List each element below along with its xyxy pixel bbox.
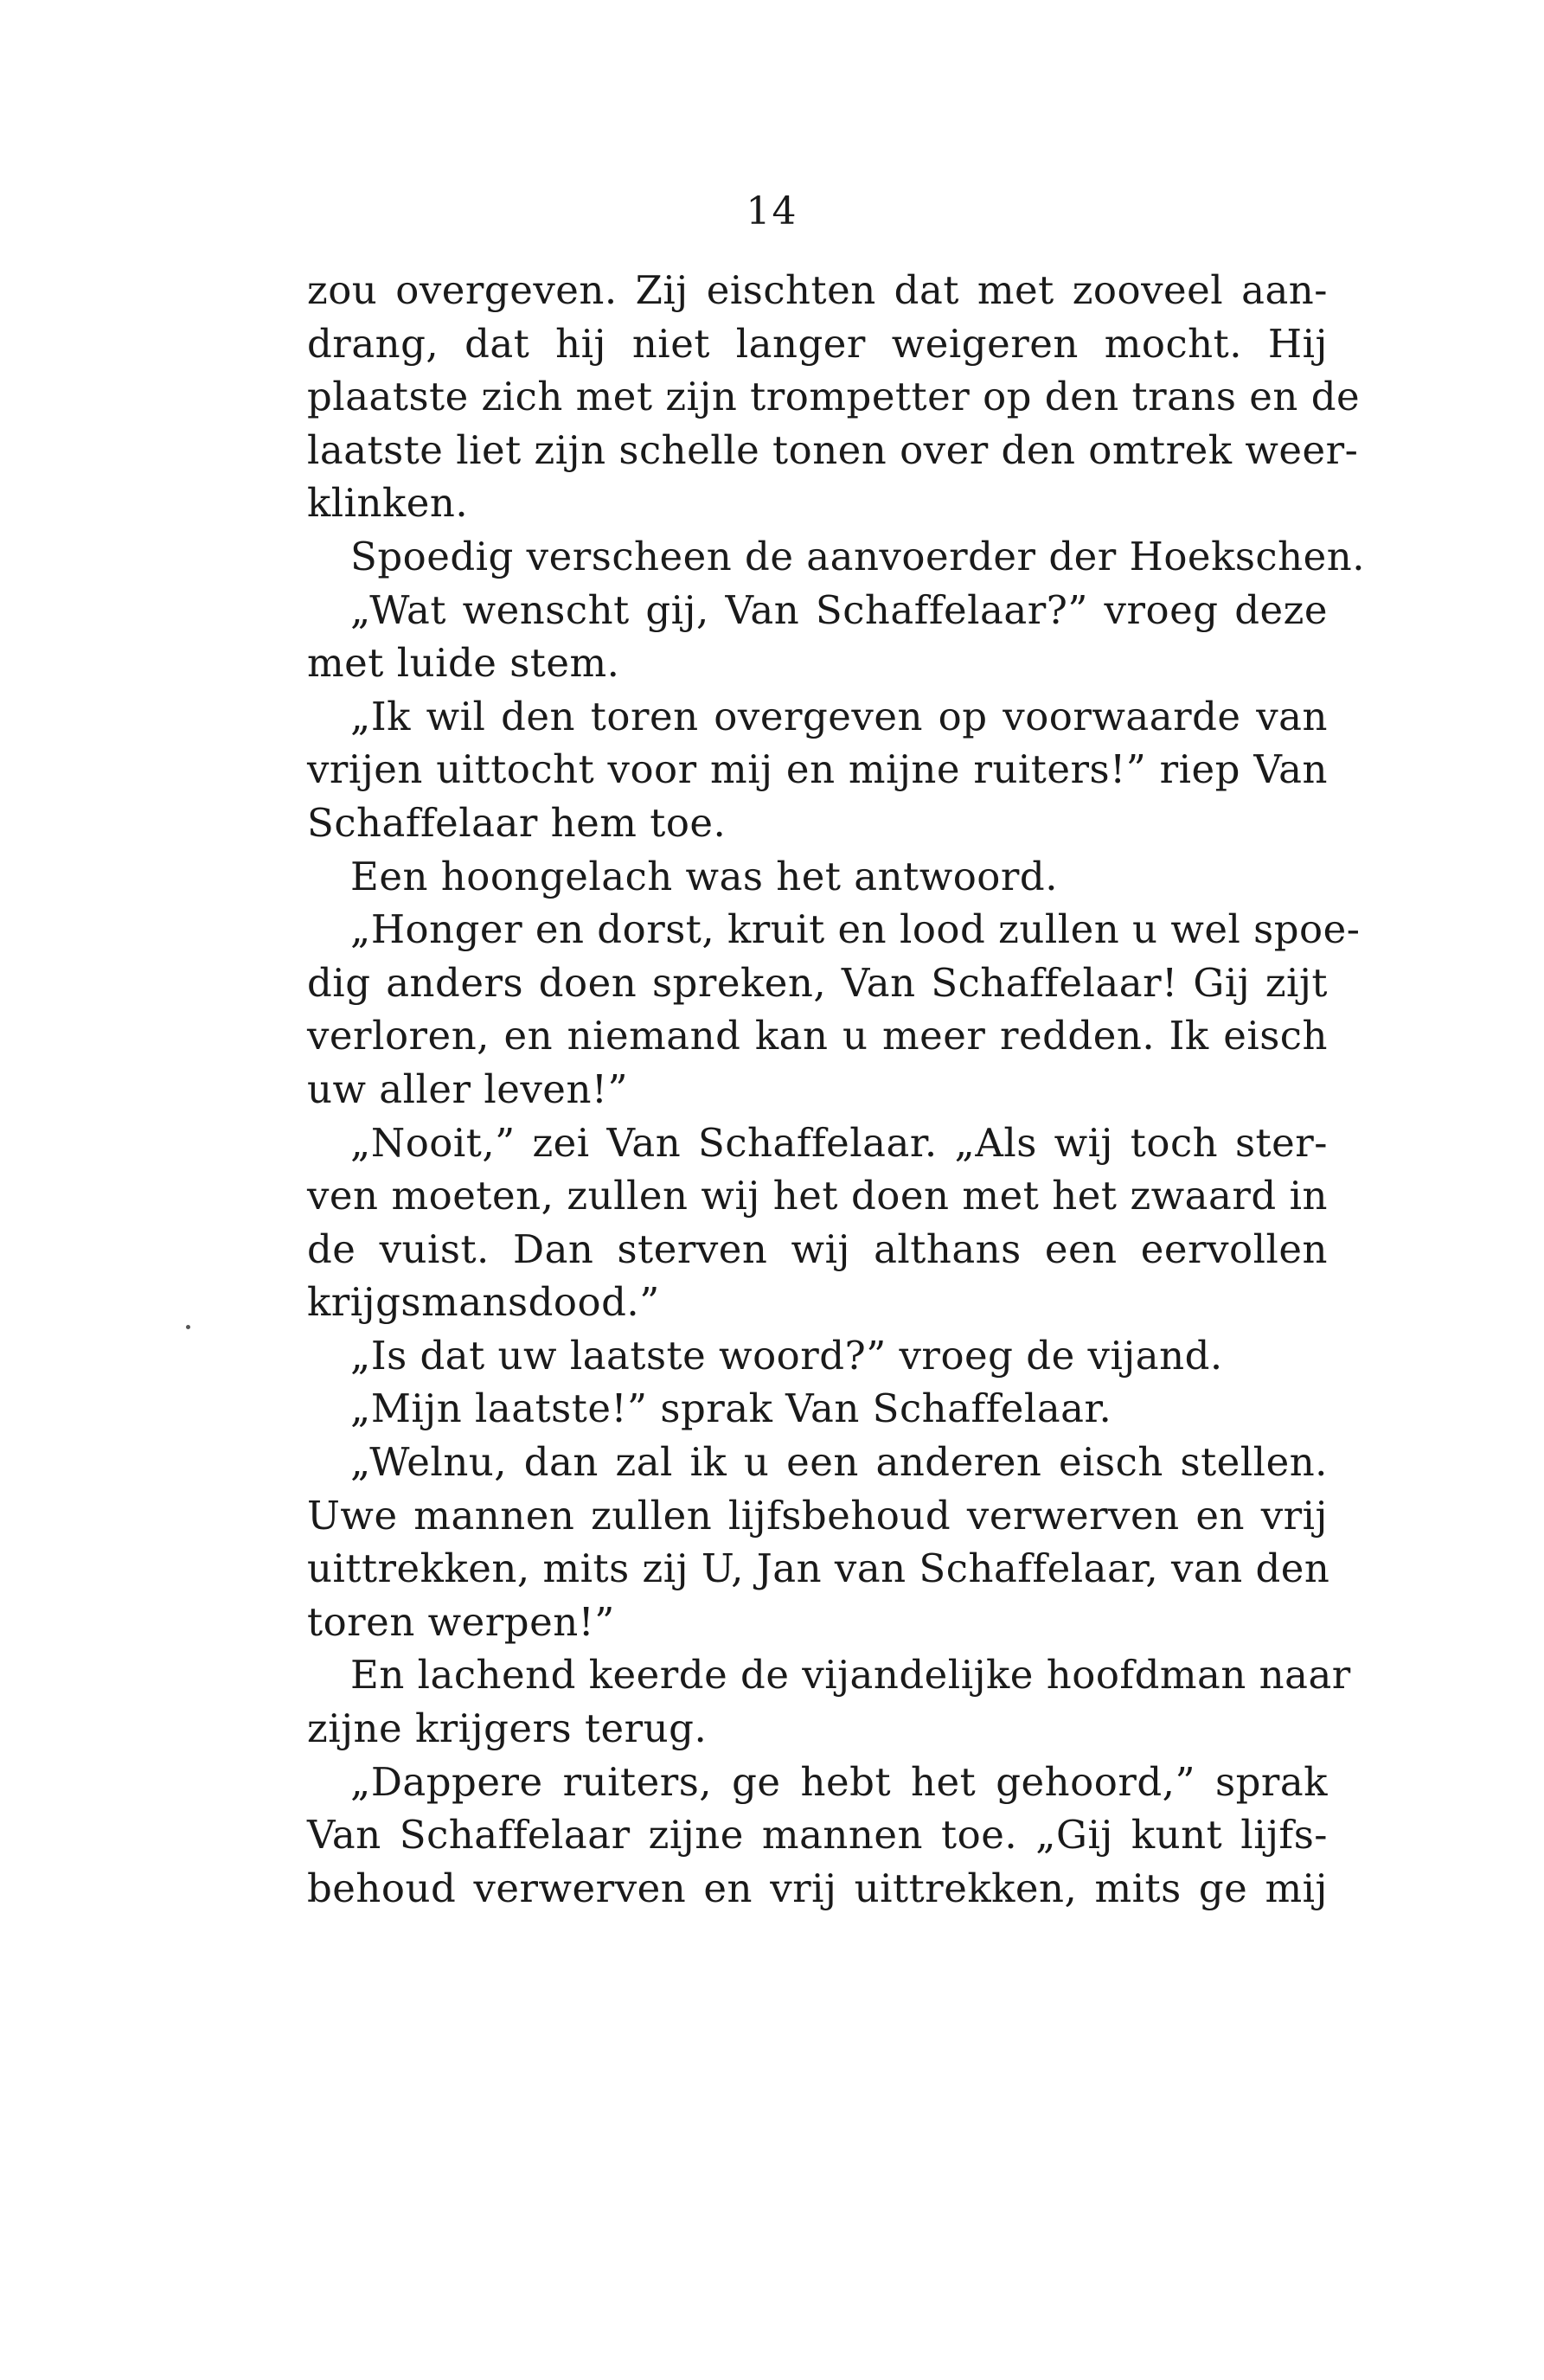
text-line: dig anders doen spreken, Van Schaffelaar! Gij zijt <box>307 959 1328 1006</box>
text-line: Uwe mannen zullen lijfsbehoud verwerven en vrij <box>307 1492 1328 1539</box>
text-line: de vuist. Dan sterven wij althans een eervollen <box>307 1225 1328 1272</box>
text-line: met luide stem. <box>307 640 620 687</box>
margin-speck <box>186 1325 190 1329</box>
text-line: laatste liet zijn schelle tonen over den omtrek weer- <box>307 426 1359 473</box>
text-line: plaatste zich met zijn trompetter op den trans en de <box>307 374 1361 420</box>
text-line: drang, dat hij niet langer weigeren mocht. Hij <box>307 320 1328 367</box>
text-line: krijgsmansdood.” <box>307 1279 660 1326</box>
text-line: Schaffelaar hem toe. <box>307 799 727 846</box>
text-line: Spoedig verscheen de aanvoerder der Hoekschen. <box>350 533 1366 579</box>
text-line: klinken. <box>307 480 469 527</box>
text-line: „Wat wenscht gij, Van Schaffelaar?” vroeg deze <box>350 586 1328 633</box>
page-number: 14 <box>746 189 798 234</box>
text-line: Een hoongelach was het antwoord. <box>350 853 1059 899</box>
text-line: ven moeten, zullen wij het doen met het zwaard in <box>307 1173 1328 1219</box>
text-line: „Is dat uw laatste woord?” vroeg de vijand. <box>350 1332 1223 1379</box>
text-line: „Welnu, dan zal ik u een anderen eisch stellen. <box>350 1439 1328 1486</box>
text-line: vrijen uittocht voor mij en mijne ruiters!” riep Van <box>307 746 1328 793</box>
text-line: „Mijn laatste!” sprak Van Schaffelaar. <box>350 1385 1112 1432</box>
text-line: Van Schaffelaar zijne mannen toe. „Gij kunt lijfs- <box>307 1812 1328 1859</box>
text-line: „Ik wil den toren overgeven op voorwaarde van <box>350 693 1328 739</box>
text-line: zou overgeven. Zij eischten dat met zooveel aan- <box>307 267 1328 313</box>
text-line: „Nooit,” zei Van Schaffelaar. „Als wij toch ster- <box>350 1119 1328 1166</box>
text-line: behoud verwerven en vrij uittrekken, mits ge mij <box>307 1865 1328 1911</box>
text-line: „Honger en dorst, kruit en lood zullen u wel spoe- <box>350 906 1361 953</box>
text-line: En lachend keerde de vijandelijke hoofdman naar <box>350 1652 1351 1699</box>
text-line: uittrekken, mits zij U, Jan van Schaffelaar, van den <box>307 1545 1330 1592</box>
text-line: toren werpen!” <box>307 1598 615 1645</box>
text-line: „Dappere ruiters, ge hebt het gehoord,” sprak <box>350 1758 1328 1805</box>
text-line: zijne krijgers terug. <box>307 1705 708 1752</box>
body-text <box>307 264 1366 1915</box>
text-line: verloren, en niemand kan u meer redden. Ik eisch <box>307 1013 1328 1059</box>
text-line: uw aller leven!” <box>307 1065 629 1112</box>
